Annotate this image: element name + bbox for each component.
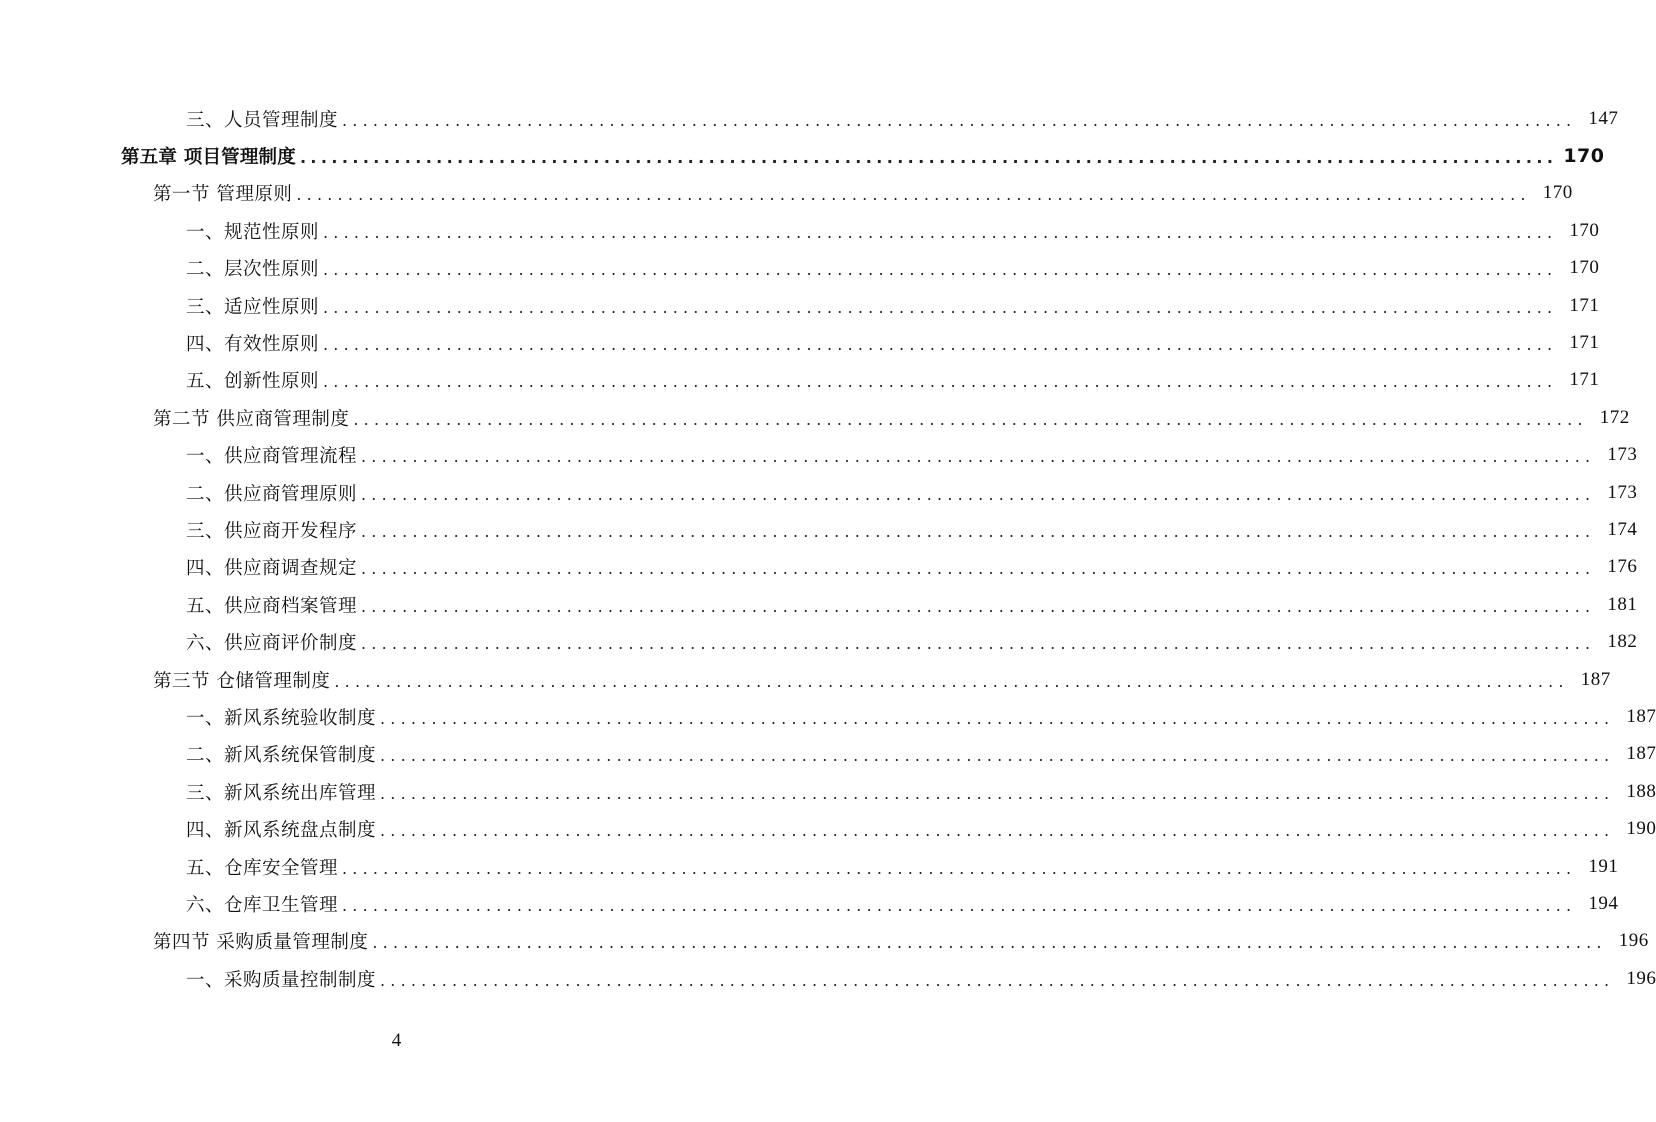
toc-entry-page: 170 xyxy=(1542,182,1573,204)
dot-leader: ........................................................................................................................ xyxy=(323,297,1558,317)
toc-entry-label: 二、供应商管理原则 xyxy=(186,483,358,505)
toc-entry-page: 171 xyxy=(1569,332,1600,354)
toc-entry-page: 182 xyxy=(1607,631,1638,653)
toc-entry-label: 五、仓库安全管理 xyxy=(186,857,339,879)
toc-entry-label: 五、创新性原则 xyxy=(186,371,320,393)
toc-entry-page: 196 xyxy=(1626,967,1656,989)
toc-item-entry[interactable] xyxy=(0,511,1638,548)
toc-item-entry[interactable] xyxy=(0,362,1600,399)
dot-leader: ........................................................................................................................ xyxy=(299,148,1558,168)
dot-leader: ........................................................................................................................ xyxy=(342,895,1577,915)
toc-chapter-entry[interactable] xyxy=(0,137,1605,174)
dot-leader: ........................................................................................................................ xyxy=(361,559,1596,579)
toc-entry-page: 188 xyxy=(1626,780,1656,802)
toc-entry-label: 四、供应商调查规定 xyxy=(186,558,358,580)
toc-item-entry[interactable] xyxy=(0,810,1656,847)
toc-section-entry[interactable] xyxy=(0,175,1573,212)
dot-leader: ........................................................................................................................ xyxy=(342,858,1577,878)
toc-section-entry[interactable] xyxy=(0,923,1649,960)
dot-leader: ........................................................................................................................ xyxy=(323,372,1558,392)
dot-leader: ........................................................................................................................ xyxy=(361,521,1596,541)
toc-entry-label: 一、新风系统验收制度 xyxy=(186,707,377,729)
toc-item-entry[interactable] xyxy=(0,586,1638,623)
toc-entry-page: 173 xyxy=(1607,444,1638,466)
dot-leader: ........................................................................................................................ xyxy=(372,933,1607,953)
toc-entry-label: 四、有效性原则 xyxy=(186,334,320,356)
toc-entry-label: 第三节 仓储管理制度 xyxy=(153,670,331,692)
toc-entry-page: 172 xyxy=(1599,406,1630,428)
toc-item-entry[interactable] xyxy=(0,549,1638,586)
toc-entry-label: 第二节 供应商管理制度 xyxy=(153,408,350,430)
dot-leader: ........................................................................................................................ xyxy=(361,484,1596,504)
toc-item-entry[interactable] xyxy=(0,324,1600,361)
toc-entry-label: 第一节 管理原则 xyxy=(153,184,293,206)
dot-leader: ........................................................................................................................ xyxy=(361,596,1596,616)
toc-entry-page: 170 xyxy=(1569,257,1600,279)
toc-section-entry[interactable] xyxy=(0,661,1611,698)
toc-entry-label: 三、供应商开发程序 xyxy=(186,520,358,542)
toc-entry-page: 187 xyxy=(1626,743,1656,765)
toc-entry-page: 191 xyxy=(1588,855,1619,877)
toc-entry-page: 196 xyxy=(1618,930,1649,952)
toc-entry-page: 181 xyxy=(1607,593,1638,615)
dot-leader: ........................................................................................................................ xyxy=(353,409,1588,429)
dot-leader: ........................................................................................................................ xyxy=(380,970,1615,990)
toc-item-entry[interactable] xyxy=(0,698,1656,735)
toc-entry-label: 六、供应商评价制度 xyxy=(186,633,358,655)
toc-entry-label: 三、新风系统出库管理 xyxy=(186,782,377,804)
toc-entry-label: 三、适应性原则 xyxy=(186,296,320,318)
dot-leader: ........................................................................................................................ xyxy=(380,708,1615,728)
dot-leader: ........................................................................................................................ xyxy=(380,821,1615,841)
toc-item-entry[interactable] xyxy=(0,736,1656,773)
dot-leader: ........................................................................................................................ xyxy=(342,110,1577,130)
dot-leader: ........................................................................................................................ xyxy=(323,222,1558,242)
toc-section-entry[interactable] xyxy=(0,399,1630,436)
toc-entry-page: 190 xyxy=(1626,818,1656,840)
toc-entry-page: 187 xyxy=(1626,705,1656,727)
toc-entry-page: 171 xyxy=(1569,369,1600,391)
toc-entry-label: 三、人员管理制度 xyxy=(186,109,339,131)
toc-entry-page: 170 xyxy=(1563,145,1605,168)
toc-item-entry[interactable] xyxy=(0,100,1619,137)
toc-entry-label: 五、供应商档案管理 xyxy=(186,595,358,617)
table-of-contents xyxy=(0,100,1656,997)
toc-item-entry[interactable] xyxy=(0,960,1656,997)
toc-item-entry[interactable] xyxy=(0,250,1600,287)
toc-entry-label: 一、规范性原则 xyxy=(186,221,320,243)
dot-leader: ........................................................................................................................ xyxy=(361,634,1596,654)
toc-entry-page: 170 xyxy=(1569,219,1600,241)
toc-entry-label: 第五章 项目管理制度 xyxy=(121,147,296,169)
toc-item-entry[interactable] xyxy=(0,212,1600,249)
toc-entry-page: 174 xyxy=(1607,518,1638,540)
toc-entry-label: 六、仓库卫生管理 xyxy=(186,894,339,916)
toc-entry-page: 147 xyxy=(1588,107,1619,129)
toc-item-entry[interactable] xyxy=(0,287,1600,324)
toc-entry-page: 194 xyxy=(1588,892,1619,914)
toc-entry-page: 187 xyxy=(1580,668,1611,690)
toc-entry-page: 171 xyxy=(1569,294,1600,316)
toc-item-entry[interactable] xyxy=(0,623,1638,660)
toc-item-entry[interactable] xyxy=(0,885,1619,922)
dot-leader: ........................................................................................................................ xyxy=(380,783,1615,803)
dot-leader: ........................................................................................................................ xyxy=(323,335,1558,355)
dot-leader: ........................................................................................................................ xyxy=(380,746,1615,766)
dot-leader: ........................................................................................................................ xyxy=(296,185,1531,205)
page-number: 4 xyxy=(391,1030,402,1051)
dot-leader: ........................................................................................................................ xyxy=(323,260,1558,280)
toc-entry-label: 一、供应商管理流程 xyxy=(186,446,358,468)
toc-entry-label: 四、新风系统盘点制度 xyxy=(186,820,377,842)
toc-entry-page: 176 xyxy=(1607,556,1638,578)
dot-leader: ........................................................................................................................ xyxy=(334,671,1569,691)
toc-entry-label: 一、采购质量控制制度 xyxy=(186,969,377,991)
toc-item-entry[interactable] xyxy=(0,773,1656,810)
toc-item-entry[interactable] xyxy=(0,848,1619,885)
toc-entry-label: 第四节 采购质量管理制度 xyxy=(153,932,369,954)
dot-leader: ........................................................................................................................ xyxy=(361,447,1596,467)
toc-item-entry[interactable] xyxy=(0,474,1638,511)
toc-item-entry[interactable] xyxy=(0,437,1638,474)
toc-entry-label: 二、层次性原则 xyxy=(186,259,320,281)
toc-entry-page: 173 xyxy=(1607,481,1638,503)
toc-entry-label: 二、新风系统保管制度 xyxy=(186,745,377,767)
